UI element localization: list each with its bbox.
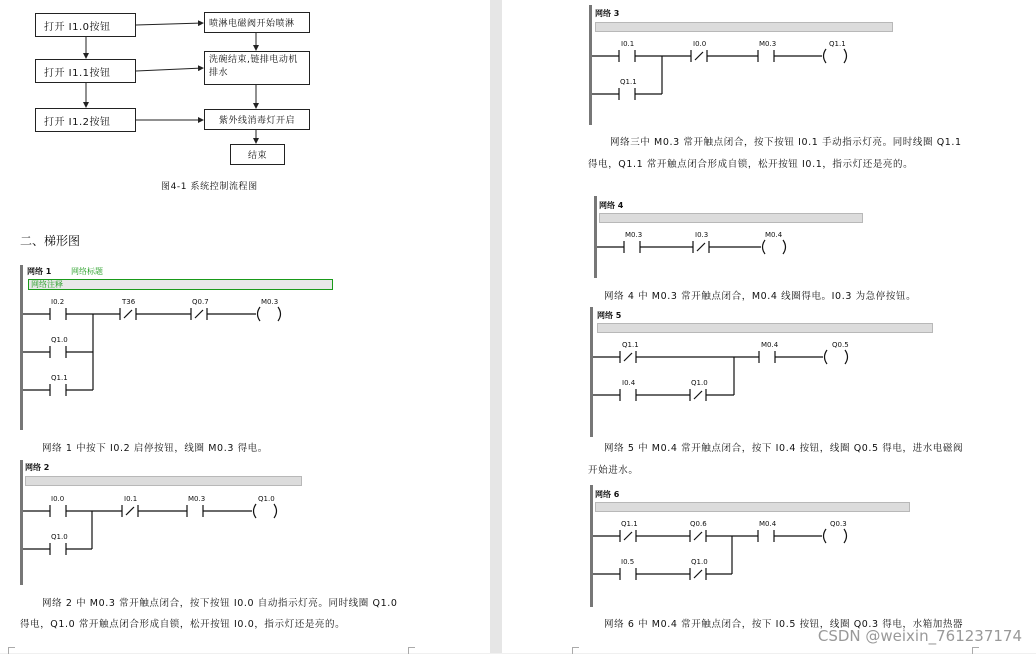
contact-label: Q1.1 xyxy=(51,374,68,382)
flow-box-end: 结束 xyxy=(230,144,285,165)
flow-box-uv-lamp: 紫外线消毒灯开启 xyxy=(204,109,310,130)
network-description: 网络 6 中 M0.4 常开触点闭合，按下 I0.5 按钮，线圈 Q0.3 得电，水箱加热器 xyxy=(604,619,964,630)
network-comment: 网络注释 xyxy=(28,279,333,290)
flow-box-spray: 喷淋电磁阀开始喷淋 xyxy=(204,12,310,33)
contact-label: Q1.0 xyxy=(51,336,68,344)
network-comment-bar xyxy=(597,323,933,333)
coil-label: M0.3 xyxy=(261,298,279,306)
ladder-rungs xyxy=(593,517,893,587)
page-gutter xyxy=(490,0,502,653)
network-description: 网络 1 中按下 I0.2 启停按钮，线圈 M0.3 得电。 xyxy=(42,443,268,454)
network-comment-bar xyxy=(599,213,863,223)
contact-label: I0.1 xyxy=(621,40,635,48)
flow-box-open-i11: 打开 I1.1按钮 xyxy=(35,59,136,83)
document-page-right xyxy=(502,0,1036,653)
contact-label: M0.3 xyxy=(188,495,206,503)
network-title: 网络 1 xyxy=(27,267,52,276)
network-subtitle: 网络标题 xyxy=(71,267,103,276)
flowchart-caption: 图4-1 系统控制流程图 xyxy=(161,182,258,192)
network-description: 得电，Q1.1 常开触点闭合形成自锁，松开按钮 I0.1，指示灯还是亮的。 xyxy=(588,159,914,170)
contact-label: Q0.6 xyxy=(690,520,707,528)
contact-label: Q1.0 xyxy=(691,558,708,566)
network-description: 网络 4 中 M0.3 常开触点闭合，M0.4 线圈得电。I0.3 为急停按钮。 xyxy=(604,291,917,302)
network-comment-bar xyxy=(595,502,910,512)
network-title: 网络 6 xyxy=(595,490,620,499)
watermark: CSDN @weixin_761237174 xyxy=(817,627,1022,645)
flow-box-open-i12: 打开 I1.2按钮 xyxy=(35,108,136,132)
contact-label: I0.2 xyxy=(51,298,65,306)
network-description: 网络三中 M0.3 常开触点闭合，按下按钮 I0.1 手动指示灯亮。同时线圈 Q1.1 xyxy=(610,137,962,148)
coil-label: Q1.1 xyxy=(829,40,846,48)
contact-label: Q1.1 xyxy=(622,341,639,349)
contact-label: M0.3 xyxy=(759,40,777,48)
network-description: 网络 5 中 M0.4 常开触点闭合，按下 I0.4 按钮，线圈 Q0.5 得电，进水电磁阀 xyxy=(604,443,964,454)
coil-label: Q0.3 xyxy=(830,520,847,528)
network-comment-bar xyxy=(595,22,893,32)
contact-label: I0.0 xyxy=(693,40,707,48)
contact-label: Q1.0 xyxy=(691,379,708,387)
network-title: 网络 5 xyxy=(597,311,622,320)
flow-box-drain: 洗碗结束,链排电动机排水 xyxy=(204,51,310,85)
network-title: 网络 2 xyxy=(25,463,50,472)
contact-label: Q1.1 xyxy=(621,520,638,528)
section-heading: 二、梯形图 xyxy=(20,234,81,248)
contact-label: M0.3 xyxy=(625,231,643,239)
flow-box-open-i10: 打开 I1.0按钮 xyxy=(35,13,136,37)
flowchart-arrows xyxy=(0,0,490,180)
contact-label: I0.0 xyxy=(51,495,65,503)
network-title: 网络 4 xyxy=(599,201,624,210)
contact-label: M0.4 xyxy=(761,341,779,349)
ladder-rungs xyxy=(23,492,313,562)
network-description: 开始进水。 xyxy=(588,465,639,476)
ladder-rungs xyxy=(23,295,323,405)
coil-label: Q0.5 xyxy=(832,341,849,349)
ladder-rungs xyxy=(593,338,893,408)
contact-label: M0.4 xyxy=(759,520,777,528)
contact-label: Q0.7 xyxy=(192,298,209,306)
network-description: 得电，Q1.0 常开触点闭合形成自锁，松开按钮 I0.0，指示灯还是亮的。 xyxy=(20,619,346,630)
contact-label: I0.5 xyxy=(621,558,635,566)
contact-label: Q1.1 xyxy=(620,78,637,86)
ladder-rungs xyxy=(592,37,892,107)
contact-label: Q1.0 xyxy=(51,533,68,541)
ladder-rungs xyxy=(597,228,877,268)
network-title: 网络 3 xyxy=(595,9,620,18)
network-comment-bar xyxy=(25,476,302,486)
network-description: 网络 2 中 M0.3 常开触点闭合，按下按钮 I0.0 自动指示灯亮。同时线圈 Q1.0 xyxy=(42,598,398,609)
contact-label: T36 xyxy=(122,298,136,306)
contact-label: I0.1 xyxy=(124,495,138,503)
coil-label: M0.4 xyxy=(765,231,783,239)
contact-label: I0.4 xyxy=(622,379,636,387)
document-page-left xyxy=(0,0,490,653)
contact-label: I0.3 xyxy=(695,231,709,239)
coil-label: Q1.0 xyxy=(258,495,275,503)
